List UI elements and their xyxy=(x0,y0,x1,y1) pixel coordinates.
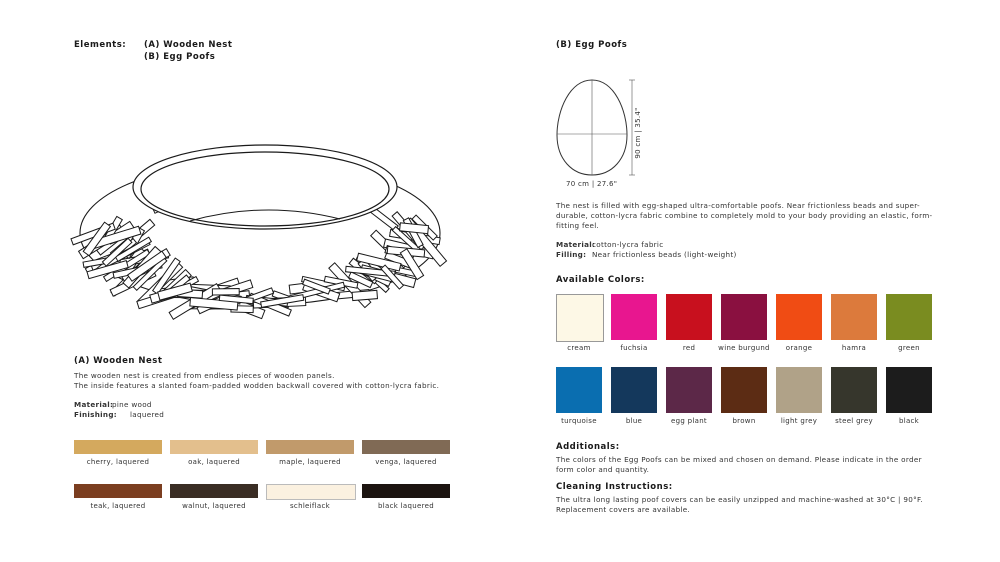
wood-swatch xyxy=(362,484,450,498)
wooden-nest-desc-1: The wooden nest is created from endless pieces of wooden panels. xyxy=(74,371,335,380)
color-swatch-label: brown xyxy=(732,417,756,425)
color-swatch-label: blue xyxy=(625,417,643,425)
wood-swatch xyxy=(170,484,258,498)
wooden-nest-desc-2: The inside features a slanted foam-padded wodden backwall covered with cotton-lycra fabric. xyxy=(74,381,440,390)
available-colors-title: Available Colors: xyxy=(556,275,645,285)
color-swatch-label: egg plant xyxy=(671,417,707,425)
wood-swatch-label: oak, laquered xyxy=(188,458,240,466)
color-swatch xyxy=(721,294,767,340)
egg-material-value: cotton-lycra fabric xyxy=(592,240,664,249)
wood-swatch-label: maple, laquered xyxy=(279,458,341,466)
egg-poofs-title: (B) Egg Poofs xyxy=(556,40,628,50)
color-swatch-label: black xyxy=(898,417,920,425)
egg-desc-3: fitting feel. xyxy=(556,221,600,230)
color-swatch xyxy=(721,367,767,413)
wood-swatch-label: cherry, laquered xyxy=(86,458,150,466)
color-swatch xyxy=(611,367,657,413)
color-swatch xyxy=(886,367,932,413)
nest-material-value: pine wood xyxy=(112,400,152,409)
cleaning-text-1: The ultra long lasting poof covers can be easily unzipped and machine-washed at 30°C | 90°F. xyxy=(556,495,923,504)
wood-swatch xyxy=(266,484,356,500)
color-swatch-label: turquoise xyxy=(561,417,597,425)
color-swatch-label: light grey xyxy=(780,417,818,425)
color-swatch xyxy=(776,367,822,413)
color-swatch xyxy=(556,294,604,342)
wood-swatch xyxy=(170,440,258,454)
egg-desc-2: durable, cotton-lycra fabric combine to completely mold to your body providing an elastic, form- xyxy=(556,211,933,220)
color-swatch-label: green xyxy=(898,344,920,352)
nest-finishing-label: Finishing: xyxy=(74,410,117,419)
color-swatch-label: red xyxy=(682,344,696,352)
wooden-nest-illustration xyxy=(70,125,450,335)
egg-desc-1: The nest is filled with egg-shaped ultra-comfortable poofs. Near frictionless beads and super- xyxy=(556,201,920,210)
elements-label: Elements: xyxy=(74,40,127,50)
color-swatch xyxy=(776,294,822,340)
color-swatch-label: orange xyxy=(785,344,813,352)
wood-swatch-label: teak, laquered xyxy=(90,502,146,510)
wood-swatch-label: venga, laquered xyxy=(375,458,437,466)
egg-filling-label: Filling: xyxy=(556,250,587,259)
color-swatch-label: cream xyxy=(567,344,591,352)
color-swatch-label: steel grey xyxy=(835,417,873,425)
additionals-text-2: form color and quantity. xyxy=(556,465,650,474)
cleaning-title: Cleaning Instructions: xyxy=(556,482,673,492)
nest-finishing-value: laquered xyxy=(130,410,165,419)
color-swatch-label: fuchsia xyxy=(620,344,648,352)
wood-swatch-label: black laquered xyxy=(378,502,434,510)
elements-item-b: (B) Egg Poofs xyxy=(144,52,216,62)
wood-swatch xyxy=(266,440,354,454)
color-swatch xyxy=(666,294,712,340)
wood-swatch-label: schleiflack xyxy=(289,502,331,510)
wood-swatch xyxy=(74,484,162,498)
nest-plank xyxy=(352,290,377,300)
wood-swatch xyxy=(362,440,450,454)
color-swatch xyxy=(611,294,657,340)
wooden-nest-title: (A) Wooden Nest xyxy=(74,356,163,366)
wood-swatch xyxy=(74,440,162,454)
additionals-title: Additionals: xyxy=(556,442,620,452)
egg-filling-value: Near frictionless beads (light-weight) xyxy=(592,250,737,259)
egg-height-label: 90 cm | 35.4" xyxy=(634,107,642,159)
color-swatch xyxy=(831,367,877,413)
egg-material-label: Material: xyxy=(556,240,596,249)
color-swatch xyxy=(886,294,932,340)
egg-width-label: 70 cm | 27.6" xyxy=(566,180,618,188)
color-swatch-label: wine burgund xyxy=(718,344,770,352)
additionals-text-1: The colors of the Egg Poofs can be mixed and chosen on demand. Please indicate in the order xyxy=(556,455,922,464)
elements-item-a: (A) Wooden Nest xyxy=(144,40,233,50)
color-swatch xyxy=(831,294,877,340)
nest-material-label: Material: xyxy=(74,400,114,409)
cleaning-text-2: Replacement covers are available. xyxy=(556,505,691,514)
color-swatch xyxy=(556,367,602,413)
nest-plank xyxy=(212,289,239,295)
color-swatch-label: hamra xyxy=(841,344,867,352)
color-swatch xyxy=(666,367,712,413)
wood-swatch-label: walnut, laquered xyxy=(182,502,246,510)
